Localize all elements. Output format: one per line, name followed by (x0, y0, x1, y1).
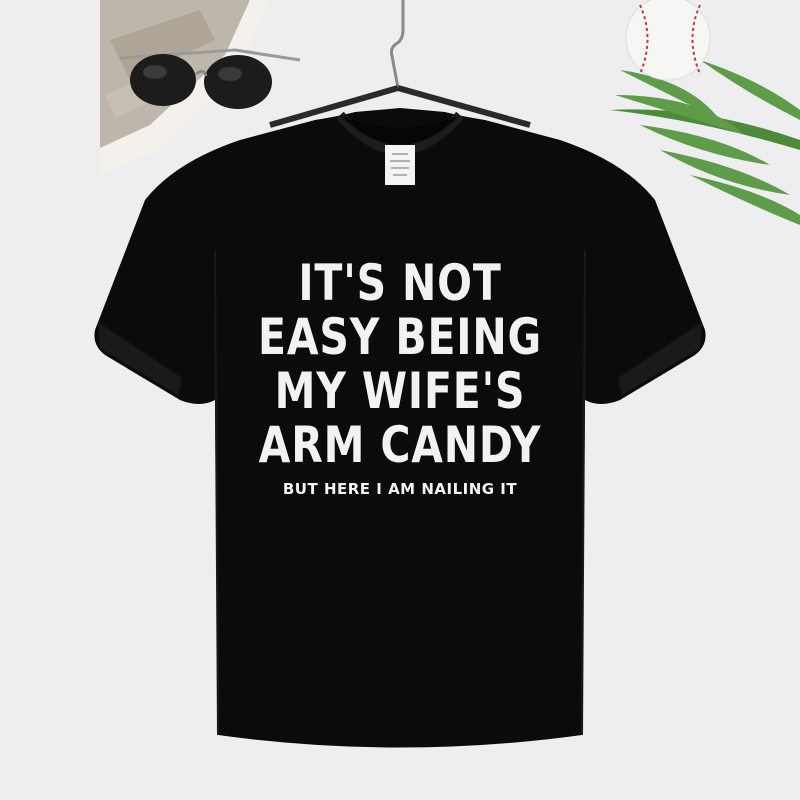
shirt-print-line-2: EASY BEING (258, 308, 542, 366)
shirt-print-tagline: BUT HERE I AM NAILING IT (282, 480, 518, 498)
shirt-neck-label (385, 145, 415, 185)
baseball (626, 0, 710, 80)
shirt-print-line-4: ARM CANDY (258, 416, 542, 474)
shirt-print-line-3: MY WIFE'S (274, 362, 526, 420)
shirt-print-line-1: IT'S NOT (298, 254, 502, 312)
